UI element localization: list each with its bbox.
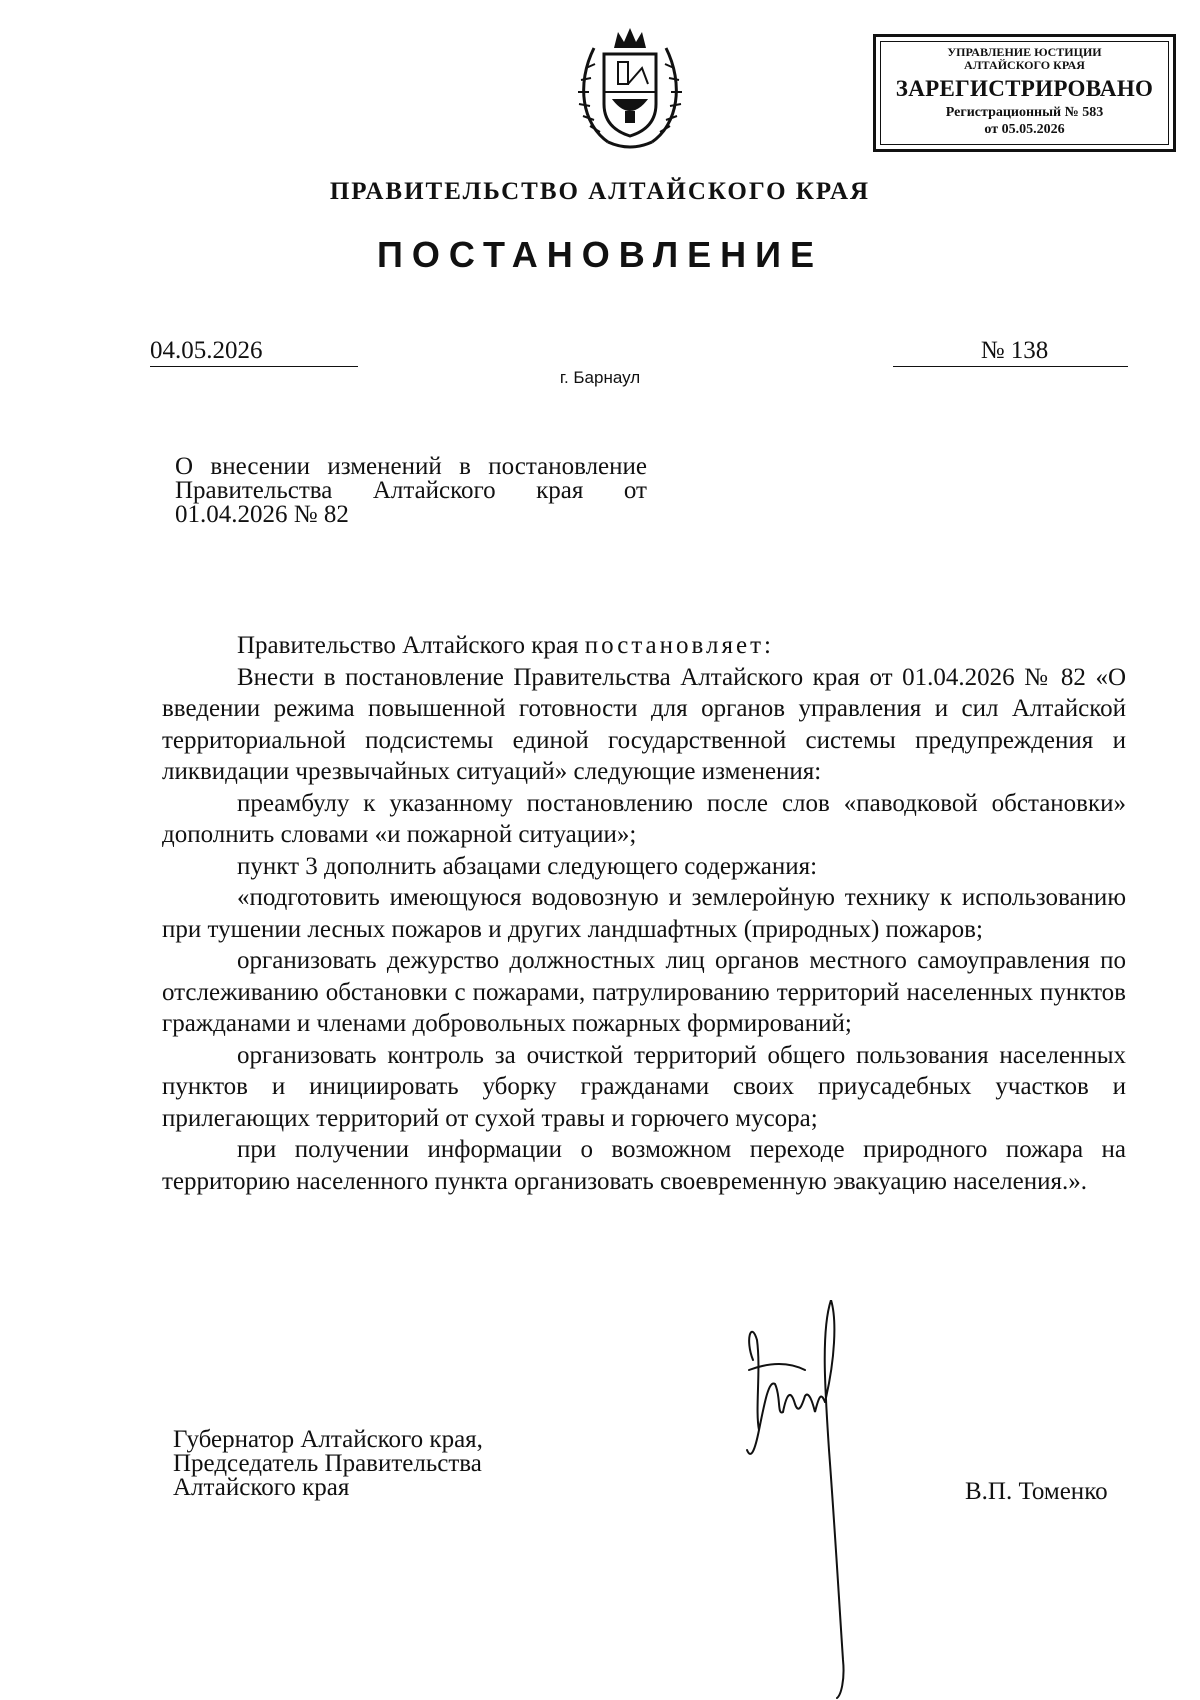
stamp-date: 05.05.2026 xyxy=(1001,122,1065,137)
body-paragraph: организовать контроль за очисткой территорий общего пользования населенных пунктов и инициировать уборку гражданами своих приусадебных участков и прилегающих территорий от сухой травы и горючего мусора; xyxy=(162,1041,1126,1132)
body-paragraph: организовать дежурство должностных лиц органов местного самоуправления по отслеживанию обстановки с пожарами, патрулированию территорий населенных пунктов гражданами и членами добровольных пожарных формирований; xyxy=(162,947,1126,1037)
signer-position xyxy=(173,1428,593,1500)
city-label: г. Барнаул xyxy=(559,368,641,387)
signer-position-line: Губернатор Алтайского края, xyxy=(173,1426,483,1453)
document-type-heading: ПОСТАНОВЛЕНИЕ xyxy=(377,234,823,275)
body-paragraph: «подготовить имеющуюся водовозную и землеройную технику к использованию при тушении лесных пожаров и других ландшафтных (природных) пожаров; xyxy=(162,884,1126,943)
subject-line: О внесении изменений в постановление xyxy=(175,453,647,480)
stamp-date-label: от xyxy=(984,122,999,137)
document-number-field xyxy=(893,336,1128,367)
registration-stamp xyxy=(873,34,1176,152)
document-body xyxy=(162,630,1126,1197)
stamp-date-line xyxy=(881,122,1168,138)
signer-position-line: Алтайского края xyxy=(173,1474,350,1501)
subject-line: 01.04.2026 № 82 xyxy=(175,501,349,528)
resolving-authority: Правительство Алтайского края xyxy=(237,632,579,659)
handwritten-signature xyxy=(725,1300,925,1700)
stamp-status: ЗАРЕГИСТРИРОВАНО xyxy=(895,76,1154,101)
body-paragraph-preamble xyxy=(162,630,1126,662)
coat-of-arms-emblem xyxy=(570,24,690,154)
body-paragraph: пункт 3 дополнить абзацами следующего содержания: xyxy=(237,852,818,880)
document-date-field xyxy=(150,336,358,367)
signer-position-line: Председатель Правительства xyxy=(173,1450,482,1477)
document-number: № 138 xyxy=(980,337,1049,364)
stamp-reg-label: Регистрационный № xyxy=(945,105,1079,120)
body-paragraph: Внести в постановление Правительства Алтайского края от 01.04.2026 № 82 «О введении режима повышенной готовности для органов управления и сил Алтайской территориальной подсистемы единой государственной системы предупреждения и ликвидации чрезвычайных ситуаций» следующие изменения: xyxy=(162,663,1126,785)
stamp-registration xyxy=(881,105,1168,121)
signer-name: В.П. Томенко xyxy=(965,1478,1108,1505)
subject-line: Правительства Алтайского края от xyxy=(175,477,647,504)
government-title: ПРАВИТЕЛЬСТВО АЛТАЙСКОГО КРАЯ xyxy=(329,178,871,205)
resolves-word: постановляет: xyxy=(584,632,774,659)
stamp-authority-line2: АЛТАЙСКОГО КРАЯ xyxy=(964,58,1085,72)
body-paragraph: преамбулу к указанному постановлению после слов «паводковой обстановки» дополнить словами «и пожарной ситуации»; xyxy=(162,789,1126,848)
document-subject xyxy=(175,455,647,527)
stamp-authority-line1: УПРАВЛЕНИЕ ЮСТИЦИИ xyxy=(947,45,1102,59)
document-date: 04.05.2026 xyxy=(150,337,263,364)
body-paragraph: при получении информации о возможном переходе природного пожара на территорию населенного пункта организовать своевременную эвакуацию населения.». xyxy=(162,1136,1126,1195)
stamp-reg-number: 583 xyxy=(1082,105,1104,120)
